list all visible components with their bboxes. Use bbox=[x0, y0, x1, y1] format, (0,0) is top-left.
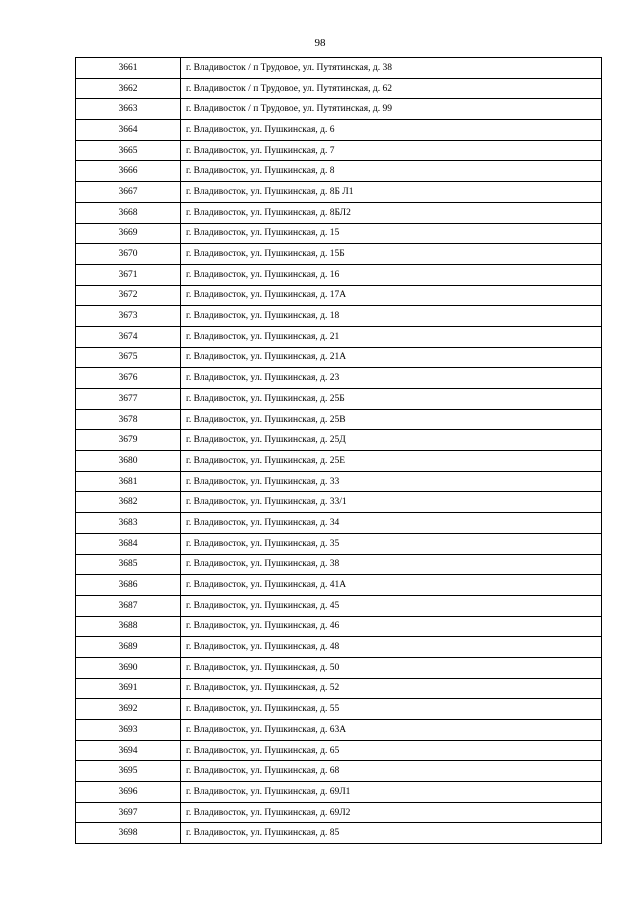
address-cell: г. Владивосток, ул. Пушкинская, д. 33 bbox=[181, 471, 602, 492]
address-cell: г. Владивосток, ул. Пушкинская, д. 21А bbox=[181, 347, 602, 368]
address-cell: г. Владивосток, ул. Пушкинская, д. 17А bbox=[181, 285, 602, 306]
address-cell: г. Владивосток, ул. Пушкинская, д. 41А bbox=[181, 575, 602, 596]
table-row bbox=[76, 554, 602, 575]
row-number-cell: 3697 bbox=[76, 802, 181, 823]
row-number-cell: 3682 bbox=[76, 492, 181, 513]
table-row bbox=[76, 389, 602, 410]
row-number-cell: 3670 bbox=[76, 244, 181, 265]
row-number-cell: 3696 bbox=[76, 782, 181, 803]
address-cell: г. Владивосток, ул. Пушкинская, д. 69Л1 bbox=[181, 782, 602, 803]
table-row bbox=[76, 140, 602, 161]
address-cell: г. Владивосток / п Трудовое, ул. Путятинская, д. 38 bbox=[181, 58, 602, 79]
address-cell: г. Владивосток, ул. Пушкинская, д. 15 bbox=[181, 223, 602, 244]
row-number-cell: 3679 bbox=[76, 430, 181, 451]
table-row bbox=[76, 720, 602, 741]
table-row bbox=[76, 347, 602, 368]
row-number-cell: 3681 bbox=[76, 471, 181, 492]
table-row bbox=[76, 368, 602, 389]
row-number-cell: 3695 bbox=[76, 761, 181, 782]
address-table bbox=[75, 57, 602, 844]
row-number-cell: 3678 bbox=[76, 409, 181, 430]
row-number-cell: 3698 bbox=[76, 823, 181, 844]
table-row bbox=[76, 678, 602, 699]
address-cell: г. Владивосток, ул. Пушкинская, д. 48 bbox=[181, 637, 602, 658]
address-cell: г. Владивосток, ул. Пушкинская, д. 34 bbox=[181, 513, 602, 534]
address-cell: г. Владивосток, ул. Пушкинская, д. 8 bbox=[181, 161, 602, 182]
address-cell: г. Владивосток, ул. Пушкинская, д. 18 bbox=[181, 306, 602, 327]
row-number-cell: 3680 bbox=[76, 451, 181, 472]
address-cell: г. Владивосток, ул. Пушкинская, д. 25Д bbox=[181, 430, 602, 451]
address-cell: г. Владивосток, ул. Пушкинская, д. 38 bbox=[181, 554, 602, 575]
table-row bbox=[76, 533, 602, 554]
table-row bbox=[76, 575, 602, 596]
address-cell: г. Владивосток, ул. Пушкинская, д. 25В bbox=[181, 409, 602, 430]
table-row bbox=[76, 202, 602, 223]
address-cell: г. Владивосток, ул. Пушкинская, д. 68 bbox=[181, 761, 602, 782]
row-number-cell: 3674 bbox=[76, 326, 181, 347]
row-number-cell: 3665 bbox=[76, 140, 181, 161]
table-row bbox=[76, 223, 602, 244]
row-number-cell: 3661 bbox=[76, 58, 181, 79]
table-row bbox=[76, 451, 602, 472]
address-cell: г. Владивосток, ул. Пушкинская, д. 8Б Л1 bbox=[181, 182, 602, 203]
row-number-cell: 3685 bbox=[76, 554, 181, 575]
address-cell: г. Владивосток, ул. Пушкинская, д. 25Е bbox=[181, 451, 602, 472]
row-number-cell: 3690 bbox=[76, 657, 181, 678]
table-row bbox=[76, 285, 602, 306]
table-row bbox=[76, 78, 602, 99]
table-row bbox=[76, 802, 602, 823]
address-cell: г. Владивосток / п Трудовое, ул. Путятинская, д. 99 bbox=[181, 99, 602, 120]
table-row bbox=[76, 182, 602, 203]
address-cell: г. Владивосток, ул. Пушкинская, д. 6 bbox=[181, 120, 602, 141]
address-cell: г. Владивосток, ул. Пушкинская, д. 23 bbox=[181, 368, 602, 389]
table-row bbox=[76, 99, 602, 120]
table-row bbox=[76, 244, 602, 265]
table-row bbox=[76, 264, 602, 285]
address-cell: г. Владивосток, ул. Пушкинская, д. 15Б bbox=[181, 244, 602, 265]
page-number: 98 bbox=[314, 37, 326, 49]
address-cell: г. Владивосток, ул. Пушкинская, д. 8БЛ2 bbox=[181, 202, 602, 223]
row-number-cell: 3676 bbox=[76, 368, 181, 389]
row-number-cell: 3667 bbox=[76, 182, 181, 203]
row-number-cell: 3662 bbox=[76, 78, 181, 99]
table-row bbox=[76, 471, 602, 492]
row-number-cell: 3673 bbox=[76, 306, 181, 327]
table-row bbox=[76, 409, 602, 430]
row-number-cell: 3692 bbox=[76, 699, 181, 720]
address-table-body bbox=[76, 58, 602, 844]
table-row bbox=[76, 761, 602, 782]
address-cell: г. Владивосток, ул. Пушкинская, д. 69Л2 bbox=[181, 802, 602, 823]
address-cell: г. Владивосток, ул. Пушкинская, д. 46 bbox=[181, 616, 602, 637]
table-row bbox=[76, 699, 602, 720]
row-number-cell: 3683 bbox=[76, 513, 181, 534]
table-row bbox=[76, 161, 602, 182]
address-cell: г. Владивосток, ул. Пушкинская, д. 35 bbox=[181, 533, 602, 554]
row-number-cell: 3666 bbox=[76, 161, 181, 182]
table-row bbox=[76, 326, 602, 347]
row-number-cell: 3687 bbox=[76, 595, 181, 616]
table-row bbox=[76, 823, 602, 844]
row-number-cell: 3669 bbox=[76, 223, 181, 244]
table-row bbox=[76, 306, 602, 327]
table-row bbox=[76, 657, 602, 678]
row-number-cell: 3688 bbox=[76, 616, 181, 637]
row-number-cell: 3693 bbox=[76, 720, 181, 741]
address-cell: г. Владивосток, ул. Пушкинская, д. 63А bbox=[181, 720, 602, 741]
table-row bbox=[76, 637, 602, 658]
row-number-cell: 3663 bbox=[76, 99, 181, 120]
address-cell: г. Владивосток, ул. Пушкинская, д. 33/1 bbox=[181, 492, 602, 513]
table-row bbox=[76, 595, 602, 616]
table-row bbox=[76, 513, 602, 534]
address-cell: г. Владивосток, ул. Пушкинская, д. 85 bbox=[181, 823, 602, 844]
table-row bbox=[76, 430, 602, 451]
address-cell: г. Владивосток, ул. Пушкинская, д. 50 bbox=[181, 657, 602, 678]
table-row bbox=[76, 782, 602, 803]
address-cell: г. Владивосток, ул. Пушкинская, д. 16 bbox=[181, 264, 602, 285]
table-row bbox=[76, 120, 602, 141]
row-number-cell: 3691 bbox=[76, 678, 181, 699]
address-cell: г. Владивосток, ул. Пушкинская, д. 25Б bbox=[181, 389, 602, 410]
row-number-cell: 3671 bbox=[76, 264, 181, 285]
row-number-cell: 3675 bbox=[76, 347, 181, 368]
address-cell: г. Владивосток, ул. Пушкинская, д. 45 bbox=[181, 595, 602, 616]
address-cell: г. Владивосток, ул. Пушкинская, д. 21 bbox=[181, 326, 602, 347]
row-number-cell: 3672 bbox=[76, 285, 181, 306]
table-row bbox=[76, 740, 602, 761]
address-cell: г. Владивосток, ул. Пушкинская, д. 7 bbox=[181, 140, 602, 161]
row-number-cell: 3689 bbox=[76, 637, 181, 658]
table-row bbox=[76, 492, 602, 513]
row-number-cell: 3668 bbox=[76, 202, 181, 223]
table-row bbox=[76, 616, 602, 637]
address-cell: г. Владивосток, ул. Пушкинская, д. 65 bbox=[181, 740, 602, 761]
row-number-cell: 3677 bbox=[76, 389, 181, 410]
row-number-cell: 3694 bbox=[76, 740, 181, 761]
address-cell: г. Владивосток, ул. Пушкинская, д. 52 bbox=[181, 678, 602, 699]
row-number-cell: 3664 bbox=[76, 120, 181, 141]
table-row bbox=[76, 58, 602, 79]
address-cell: г. Владивосток, ул. Пушкинская, д. 55 bbox=[181, 699, 602, 720]
row-number-cell: 3686 bbox=[76, 575, 181, 596]
address-cell: г. Владивосток / п Трудовое, ул. Путятинская, д. 62 bbox=[181, 78, 602, 99]
row-number-cell: 3684 bbox=[76, 533, 181, 554]
